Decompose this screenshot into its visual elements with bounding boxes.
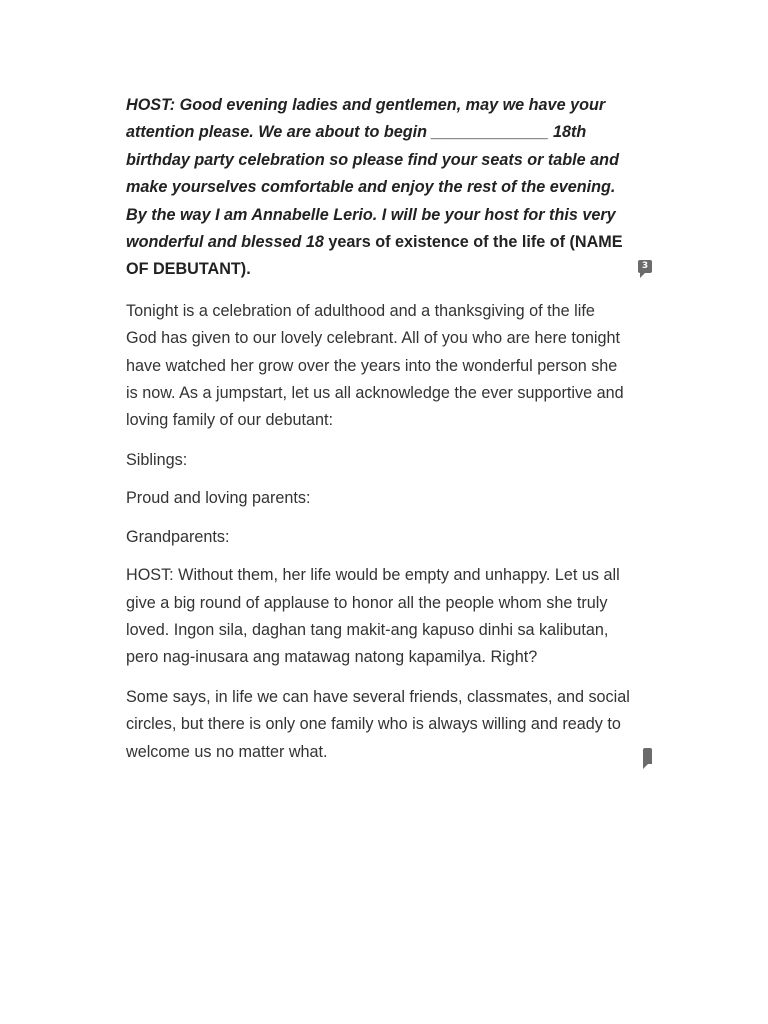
- text-line: By the way I am Annabelle Lerio. I will be your host for this very: [126, 205, 616, 224]
- text-line: have watched her grow over the years into the wonderful person she: [126, 356, 618, 375]
- text-line: God has given to our lovely celebrant. All of you who are here tonight: [126, 329, 621, 348]
- text-line: loved. Ingon sila, daghan tang makit-ang kapuso dinhi sa kalibutan,: [126, 620, 609, 639]
- comment-icon[interactable]: [643, 748, 652, 764]
- document-content: [126, 92, 646, 778]
- celebration-paragraph: [126, 298, 646, 435]
- text-line: is now. As a jumpstart, let us all acknowledge the ever supportive and: [126, 384, 624, 403]
- text-line: welcome us no matter what.: [126, 742, 328, 761]
- text-line: birthday party celebration so please find your seats or table and: [126, 150, 619, 169]
- text-line: give a big round of applause to honor all the people whom she truly: [126, 593, 608, 612]
- family-paragraph: [126, 684, 646, 766]
- comment-count-icon[interactable]: 3: [638, 260, 652, 273]
- applause-paragraph: [126, 562, 646, 672]
- text-line: Some says, in life we can have several friends, classmates, and social: [126, 687, 630, 706]
- italic-run: wonderful and blessed 18: [126, 233, 324, 252]
- text-line: Tonight is a celebration of adulthood and a thanksgiving of the life: [126, 301, 595, 320]
- text-line: attention please. We are about to begin _____________ 18th: [126, 123, 587, 142]
- text-line: make yourselves comfortable and enjoy the rest of the evening.: [126, 178, 616, 197]
- host-intro-paragraph: [126, 92, 646, 284]
- grandparents-label: Grandparents:: [126, 527, 230, 546]
- text-line: HOST: Good evening ladies and gentlemen, may we have your: [126, 96, 606, 114]
- parents-label: Proud and loving parents:: [126, 489, 311, 508]
- bold-run: years of existence of the life of (NAME: [323, 233, 623, 252]
- text-line: loving family of our debutant:: [126, 411, 333, 430]
- text-line: circles, but there is only one family who is always willing and ready to: [126, 715, 621, 734]
- text-line: pero nag-inusara ang matawag natong kapamilya. Right?: [126, 648, 538, 667]
- text-line: [126, 229, 646, 256]
- text-line: OF DEBUTANT).: [126, 260, 251, 279]
- siblings-label: Siblings:: [126, 450, 188, 469]
- text-line: HOST: Without them, her life would be empty and unhappy. Let us all: [126, 566, 620, 585]
